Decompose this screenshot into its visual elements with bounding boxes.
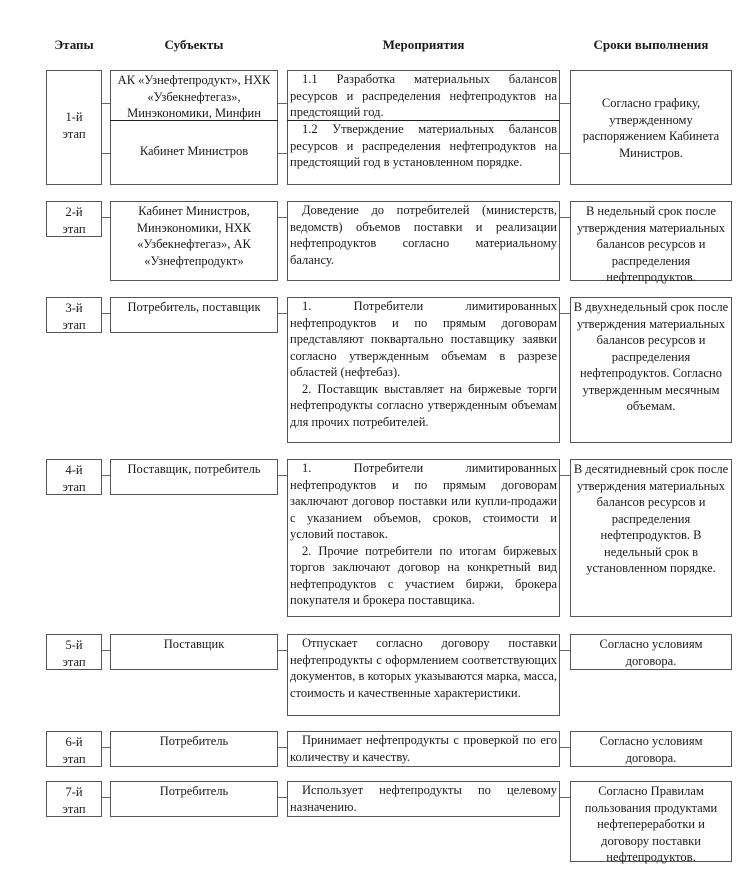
connector xyxy=(560,153,570,154)
stage-5-subject: Поставщик xyxy=(163,637,225,651)
connector xyxy=(278,153,287,154)
stage-2-sublabel: этап xyxy=(62,221,86,236)
stage-5-box xyxy=(46,634,102,670)
stage-1-sublabel: этап xyxy=(62,126,86,141)
stage-6-measures-box xyxy=(287,731,560,767)
connector xyxy=(102,475,110,476)
stage-7-box xyxy=(46,781,102,817)
stage-1-measure-1: 1.1 Разработка материальных балансов ресурсов и распределения нефтепродуктов на предстоящий год. xyxy=(290,72,557,119)
stage-6-measure: Принимает нефтепродукты с проверкой по его количеству и качеству. xyxy=(290,733,557,764)
stage-1-measures-box xyxy=(287,70,560,185)
connector xyxy=(278,313,287,314)
stage-3-box xyxy=(46,297,102,333)
stage-4-subjects-box xyxy=(110,459,278,495)
connector xyxy=(560,475,570,476)
stage-7-subject: Потребитель xyxy=(159,784,229,798)
stage-6-terms-box xyxy=(570,731,732,767)
stage-3-terms-box xyxy=(570,297,732,443)
connector xyxy=(278,650,287,651)
stage-1-subject-b: Кабинет Министров xyxy=(139,144,249,158)
connector xyxy=(278,747,287,748)
stage-5-measures-box xyxy=(287,634,560,716)
stage-4-box xyxy=(46,459,102,495)
stage-3-subjects-box xyxy=(110,297,278,333)
stage-3-measure-1: 1. Потребители лимитированных нефтепродуктов и по прямым договорам представляют поквартально поставщику заявки согласно утвержденным объемам в разрезе областей (нефтебаз). xyxy=(290,299,557,379)
stage-4-measures-box xyxy=(287,459,560,617)
stage-4-subject: Поставщик, потребитель xyxy=(127,462,261,476)
connector xyxy=(560,103,570,104)
stage-4-terms: В десятидневный срок после утверждения материальных балансов ресурсов и распределения нефтепродуктов. В недельный срок в установленном порядке. xyxy=(573,462,729,575)
stage-1-measure-divider xyxy=(287,120,560,121)
connector xyxy=(102,747,110,748)
stage-2-measures-box xyxy=(287,201,560,281)
stage-6-sublabel: этап xyxy=(62,751,86,766)
header-stages: Этапы xyxy=(54,37,94,52)
stage-2-measure: Доведение до потребителей (министерств, ведомств) объемов поставки и реализации нефтепродуктов согласно материальному балансу. xyxy=(290,203,557,267)
stage-1-measure-2: 1.2 Утверждение материальных балансов ресурсов и распределения нефтепродуктов на предстоящий год в установленном порядке. xyxy=(290,122,557,169)
connector xyxy=(560,650,570,651)
stage-7-subjects-box xyxy=(110,781,278,817)
connector xyxy=(102,313,110,314)
stage-1-subjects-box xyxy=(110,70,278,185)
stage-3-label: 3-й xyxy=(65,301,83,315)
stage-4-sublabel: этап xyxy=(62,479,86,494)
stage-6-box xyxy=(46,731,102,767)
stage-7-measures-box xyxy=(287,781,560,817)
stage-1-subject-divider xyxy=(110,120,278,121)
stage-1-terms-box xyxy=(570,70,732,185)
stage-6-subject: Потребитель xyxy=(159,734,229,748)
stage-2-subject: Кабинет Министров, Минэкономики, НХК «Узбекнефтегаз», АК «Узнефтепродукт» xyxy=(136,204,252,268)
stage-2-terms-box xyxy=(570,201,732,284)
connector xyxy=(102,797,110,798)
connector xyxy=(560,217,570,218)
stage-7-terms-box xyxy=(570,781,732,862)
stage-5-terms: Согласно условиям договора. xyxy=(599,637,703,668)
stage-5-terms-box xyxy=(570,634,732,670)
stage-3-terms: В двухнедельный срок после утверждения материальных балансов ресурсов и распределения нефтепродуктов. Согласно утвержденным месячным объемам. xyxy=(573,300,729,413)
stage-1-label: 1-й xyxy=(65,110,83,124)
connector xyxy=(102,153,110,154)
stage-5-subjects-box xyxy=(110,634,278,670)
stage-4-measure-2: 2. Прочие потребители по итогам биржевых торгов заключают договор на конкретный вид нефтепродуктов с участием биржи, брокера покупателя и брокера поставщика. xyxy=(290,543,557,607)
connector xyxy=(102,650,110,651)
stage-7-measure: Использует нефтепродукты по целевому назначению. xyxy=(290,783,557,814)
connector xyxy=(278,475,287,476)
stage-7-terms: Согласно Правилам пользования продуктами нефтепереработки и договору поставки нефтепродуктов. xyxy=(584,784,718,864)
stage-4-measure-1: 1. Потребители лимитированных нефтепродуктов и по прямым договорам заключают договор поставки или купли-продажи с указанием объемов, сроков, стоимости и условий поставок. xyxy=(290,461,557,541)
connector xyxy=(560,797,570,798)
stage-3-subject: Потребитель, поставщик xyxy=(127,300,261,314)
header-terms: Сроки выполнения xyxy=(593,37,709,52)
stage-1-terms: Согласно графику, утвержденному распоряжением Кабинета Министров. xyxy=(582,96,720,160)
stage-5-sublabel: этап xyxy=(62,654,86,669)
connector xyxy=(278,217,287,218)
stage-6-terms: Согласно условиям договора. xyxy=(599,734,703,765)
stage-7-label: 7-й xyxy=(65,785,83,799)
connector xyxy=(278,103,287,104)
stage-7-sublabel: этап xyxy=(62,801,86,816)
stage-6-subjects-box xyxy=(110,731,278,767)
stage-5-measure: Отпускает согласно договору поставки нефтепродукты с оформлением соответствующих документов, в которых указываются марка, масса, стоимость и качественные характеристики. xyxy=(290,636,557,700)
stage-5-label: 5-й xyxy=(65,638,83,652)
connector xyxy=(560,747,570,748)
connector xyxy=(102,217,110,218)
stage-3-measures-box xyxy=(287,297,560,443)
stage-4-terms-box xyxy=(570,459,732,617)
stage-2-subjects-box xyxy=(110,201,278,281)
stage-6-label: 6-й xyxy=(65,735,83,749)
connector xyxy=(560,313,570,314)
stage-3-sublabel: этап xyxy=(62,317,86,332)
stage-3-measure-2: 2. Поставщик выставляет на биржевые торги нефтепродукты согласно утвержденным объемам для прочих потребителей. xyxy=(290,381,557,429)
stage-1-subject-a: АК «Узнефтепродукт», НХК «Узбекнефтегаз», Минэкономики, Минфин xyxy=(117,73,271,120)
header-subjects: Субъекты xyxy=(164,37,224,52)
header-measures: Мероприятия xyxy=(382,37,465,52)
stage-2-label: 2-й xyxy=(65,205,83,219)
stage-4-label: 4-й xyxy=(65,463,83,477)
stage-2-terms: В недельный срок после утверждения материальных балансов ресурсов и распределения нефтепродуктов. xyxy=(576,204,726,284)
stage-2-box xyxy=(46,201,102,237)
connector xyxy=(278,797,287,798)
connector xyxy=(102,103,110,104)
stage-1-box xyxy=(46,70,102,185)
